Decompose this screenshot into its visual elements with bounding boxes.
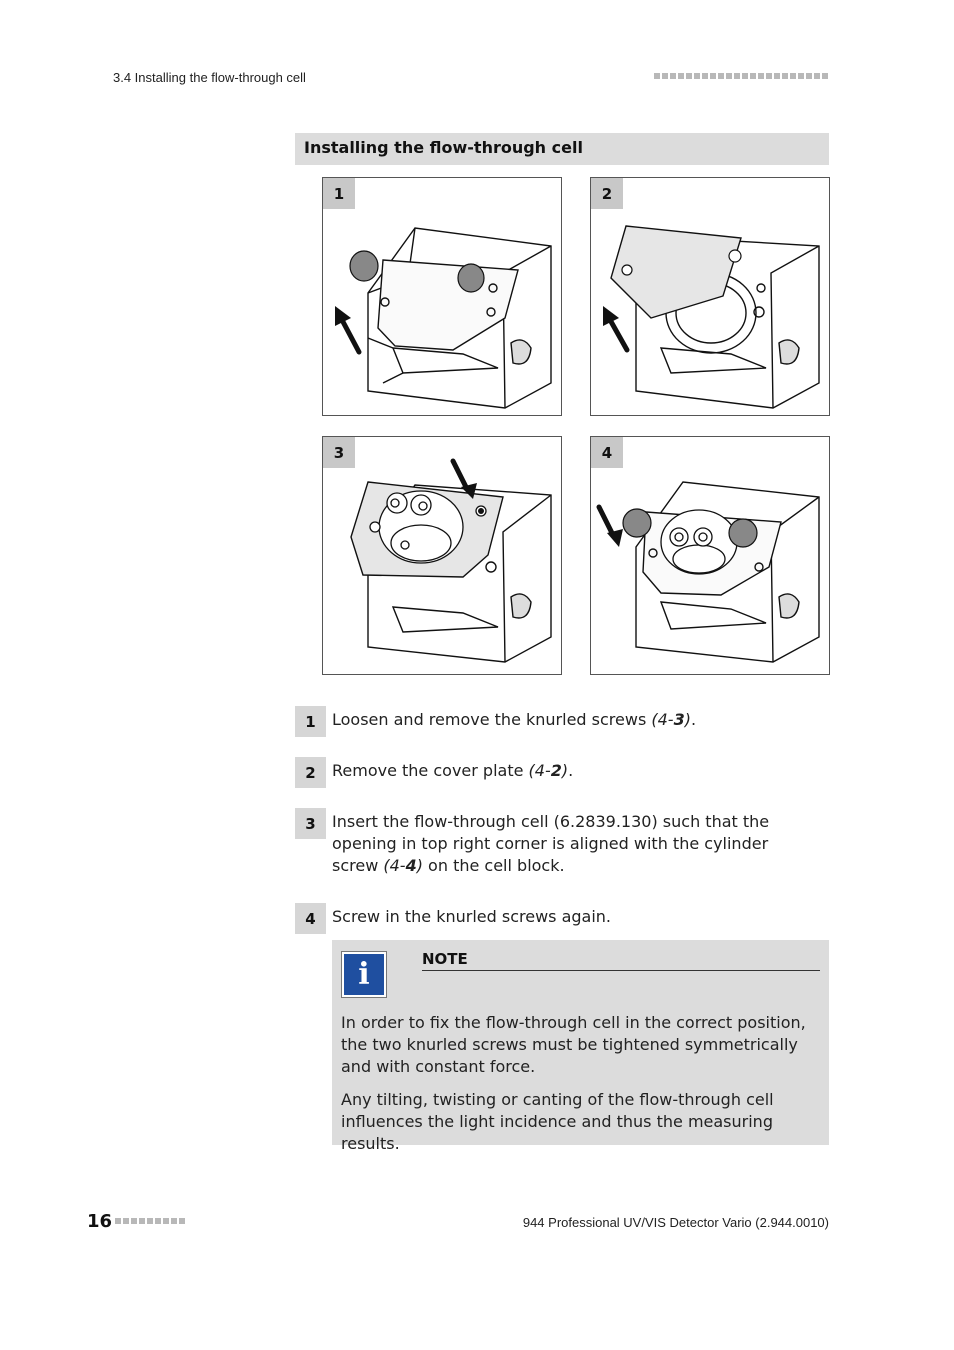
step-text: Remove the cover plate (4-2). (332, 761, 574, 780)
footer-dot-bar (115, 1218, 185, 1224)
step-text: Loosen and remove the knurled screws (4-3). (332, 710, 697, 729)
cell-block-illustration-3 (323, 437, 562, 675)
figure-label: 4 (591, 437, 623, 468)
figure-label: 3 (323, 437, 355, 468)
note-paragraph: In order to fix the flow-through cell in the correct position, the two knurled screws must be tightened symmetrically and with constant force. (341, 1013, 806, 1076)
figure-label: 2 (591, 178, 623, 209)
cell-block-illustration-4 (591, 437, 830, 675)
header-dot-bar (654, 73, 828, 79)
step-text: Screw in the knurled screws again. (332, 907, 612, 926)
footer-doc-title: 944 Professional UV/VIS Detector Vario (2.944.0010) (522, 1215, 829, 1230)
info-icon: i (341, 951, 387, 998)
step-number: 1 (295, 706, 326, 737)
page-number: 16 (87, 1211, 113, 1232)
figure-step-4 (590, 436, 830, 675)
note-box (332, 940, 829, 1153)
section-heading: Installing the flow-through cell (295, 133, 829, 165)
figure-step-3 (322, 436, 562, 675)
step-number: 4 (295, 903, 326, 934)
running-head: 3.4 Installing the flow-through cell (113, 70, 306, 85)
figure-label: 1 (323, 178, 355, 209)
note-title: NOTE (422, 950, 820, 971)
figure-step-2 (590, 177, 830, 416)
cell-block-illustration-2 (591, 178, 830, 416)
cell-block-illustration-1 (323, 178, 562, 416)
step-text: Insert the flow-through cell (6.2839.130) such that the opening in top right corner is aligned with the cylinder screw (4-4) on the cell block. (332, 812, 770, 875)
figure-step-1 (322, 177, 562, 416)
step-number: 2 (295, 757, 326, 788)
note-paragraph: Any tilting, twisting or canting of the flow-through cell influences the light incidence and thus the measuring results. (341, 1090, 774, 1153)
step-number: 3 (295, 808, 326, 839)
